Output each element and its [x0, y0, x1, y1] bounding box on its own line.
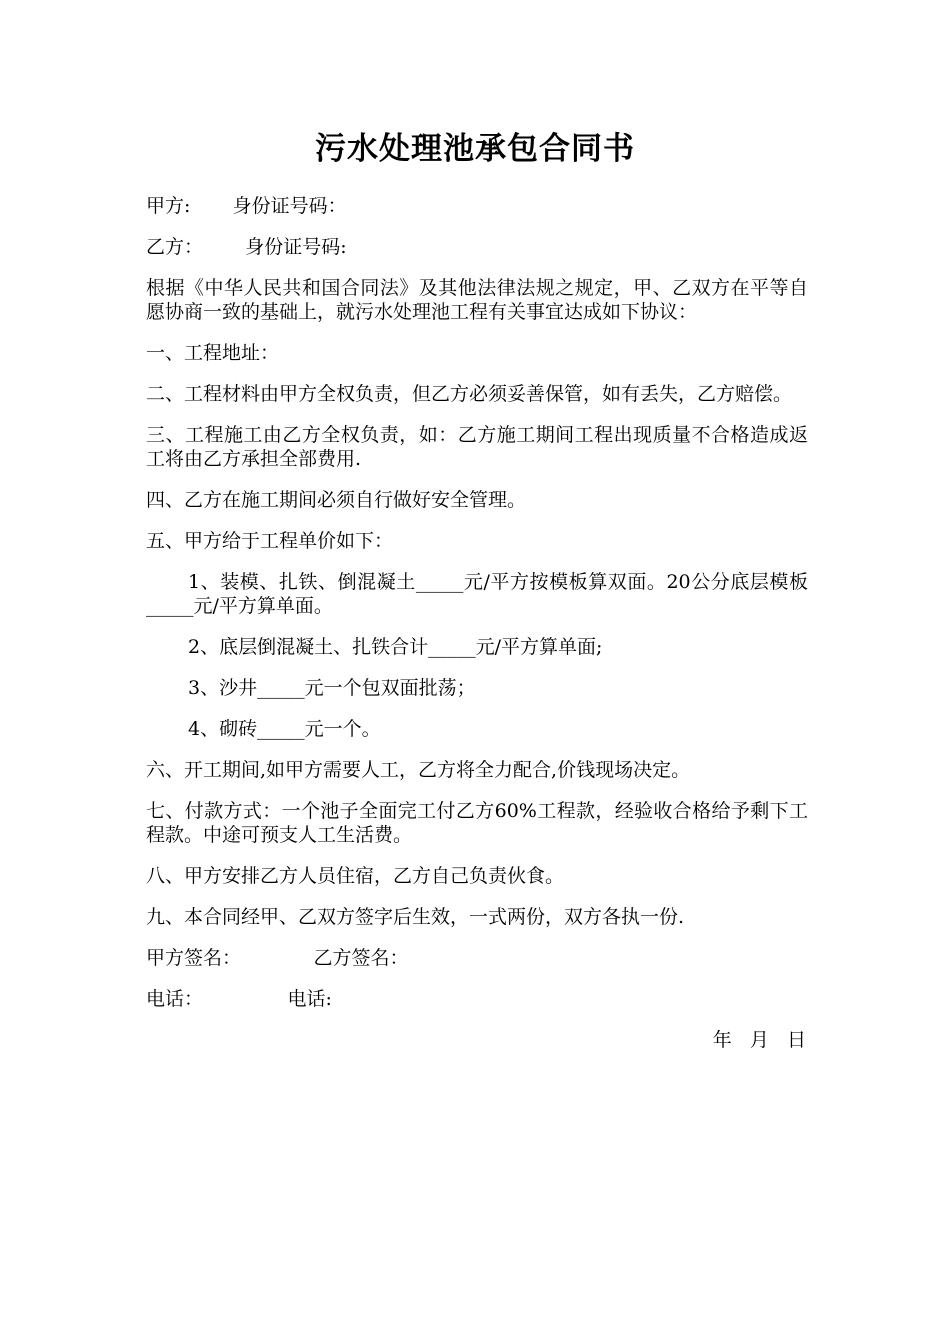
clause-8: 八、甲方安排乙方人员住宿，乙方自己负责伙食。 [146, 865, 565, 887]
date-line: 年 月 日 [712, 1029, 806, 1051]
contract-body [146, 194, 808, 1069]
signature-line: 甲方签名： 乙方签名： [146, 947, 409, 969]
clause-3: 三、工程施工由乙方全权负责，如：乙方施工期间工程出现质量不合格造成返工将由乙方承担全部费用. [146, 424, 808, 470]
clause-5-item-2: 2、底层倒混凝土、扎铁合计_____元/平方算单面; [188, 636, 603, 658]
clause-1: 一、工程地址： [146, 342, 280, 364]
clause-5-item-3: 3、沙井_____元一个包双面批荡； [188, 677, 476, 699]
clause-4: 四、乙方在施工期间必须自行做好安全管理。 [146, 489, 527, 511]
clause-5-item-1: 1、装模、扎铁、倒混凝土_____元/平方按模板算双面。20公分底层模板_____元/平方算单面。 [146, 571, 808, 617]
phone-line: 电话： 电话: [146, 988, 332, 1010]
clause-9: 九、本合同经甲、乙双方签字后生效，一式两份，双方各执一份. [146, 906, 685, 928]
party-b-line: 乙方： 身份证号码: [146, 236, 347, 258]
preamble-paragraph: 根据《中华人民共和国合同法》及其他法律法规之规定，甲、乙双方在平等自愿协商一致的基础上，就污水处理池工程有关事宜达成如下协议： [146, 277, 808, 323]
clause-6: 六、开工期间,如甲方需要人工，乙方将全力配合,价钱现场决定。 [146, 759, 691, 781]
clause-7: 七、付款方式：一个池子全面完工付乙方60%工程款，经验收合格给予剩下工程款。中途可预支人工生活费。 [146, 800, 808, 846]
clause-5-item-4: 4、砌砖_____元一个。 [188, 718, 381, 740]
clause-2: 二、工程材料由甲方全权负责，但乙方必须妥善保管，如有丢失，乙方赔偿。 [146, 383, 793, 405]
clause-5: 五、甲方给于工程单价如下： [146, 530, 394, 552]
party-a-line: 甲方: 身份证号码： [146, 195, 347, 217]
document-title: 污水处理池承包合同书 [315, 131, 635, 167]
